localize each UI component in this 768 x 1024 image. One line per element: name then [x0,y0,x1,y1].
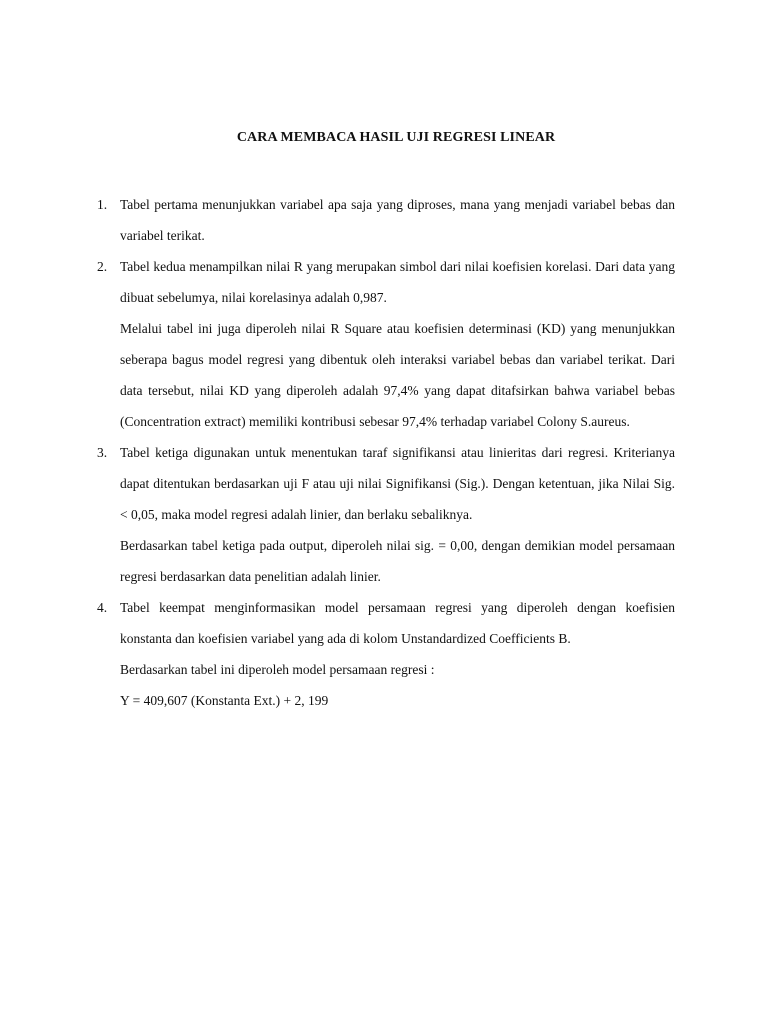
numbered-list [97,189,675,716]
list-number: 3. [97,445,108,460]
paragraph: Tabel keempat menginformasikan model persamaan regresi yang diperoleh dengan koefisien konstanta dan koefisien variabel yang ada di kolom Unstandardized Coefficients B. [120,600,675,646]
regression-equation: Y = 409,607 (Konstanta Ext.) + 2, 199 [120,693,329,708]
document-title: CARA MEMBACA HASIL UJI REGRESI LINEAR [236,130,556,145]
paragraph: Tabel kedua menampilkan nilai R yang merupakan simbol dari nilai koefisien korelasi. Dari data yang dibuat sebelumya, nilai korelasinya adalah 0,987. [120,259,675,305]
list-item-4 [97,592,675,716]
list-item-2 [97,251,675,437]
list-item-3 [97,437,675,592]
list-number: 1. [97,197,108,212]
paragraph: Berdasarkan tabel ketiga pada output, diperoleh nilai sig. = 0,00, dengan demikian model persamaan regresi berdasarkan data penelitian adalah linier. [120,538,675,584]
paragraph: Melalui tabel ini juga diperoleh nilai R Square atau koefisien determinasi (KD) yang menunjukkan seberapa bagus model regresi yang dibentuk oleh interaksi variabel bebas dan variabel terikat. Dari data tersebut, nilai KD yang diperoleh adalah 97,4% yang dapat ditafsirkan bahwa variabel bebas (Concentration extract) memiliki kontribusi sebesar 97,4% terhadap variabel Colony S.aureus. [120,321,675,429]
list-number: 2. [97,259,108,274]
paragraph: Tabel ketiga digunakan untuk menentukan taraf signifikansi atau linieritas dari regresi. Kriterianya dapat ditentukan berdasarkan uji F atau uji nilai Signifikansi (Sig.). Dengan ketentuan, jika Nilai Sig. < 0,05, maka model regresi adalah linier, dan berlaku sebaliknya. [120,445,675,522]
paragraph: Berdasarkan tabel ini diperoleh model persamaan regresi : [120,662,435,677]
list-item-1 [97,189,675,251]
list-number: 4. [97,600,108,615]
paragraph: Tabel pertama menunjukkan variabel apa saja yang diproses, mana yang menjadi variabel bebas dan variabel terikat. [120,197,675,243]
